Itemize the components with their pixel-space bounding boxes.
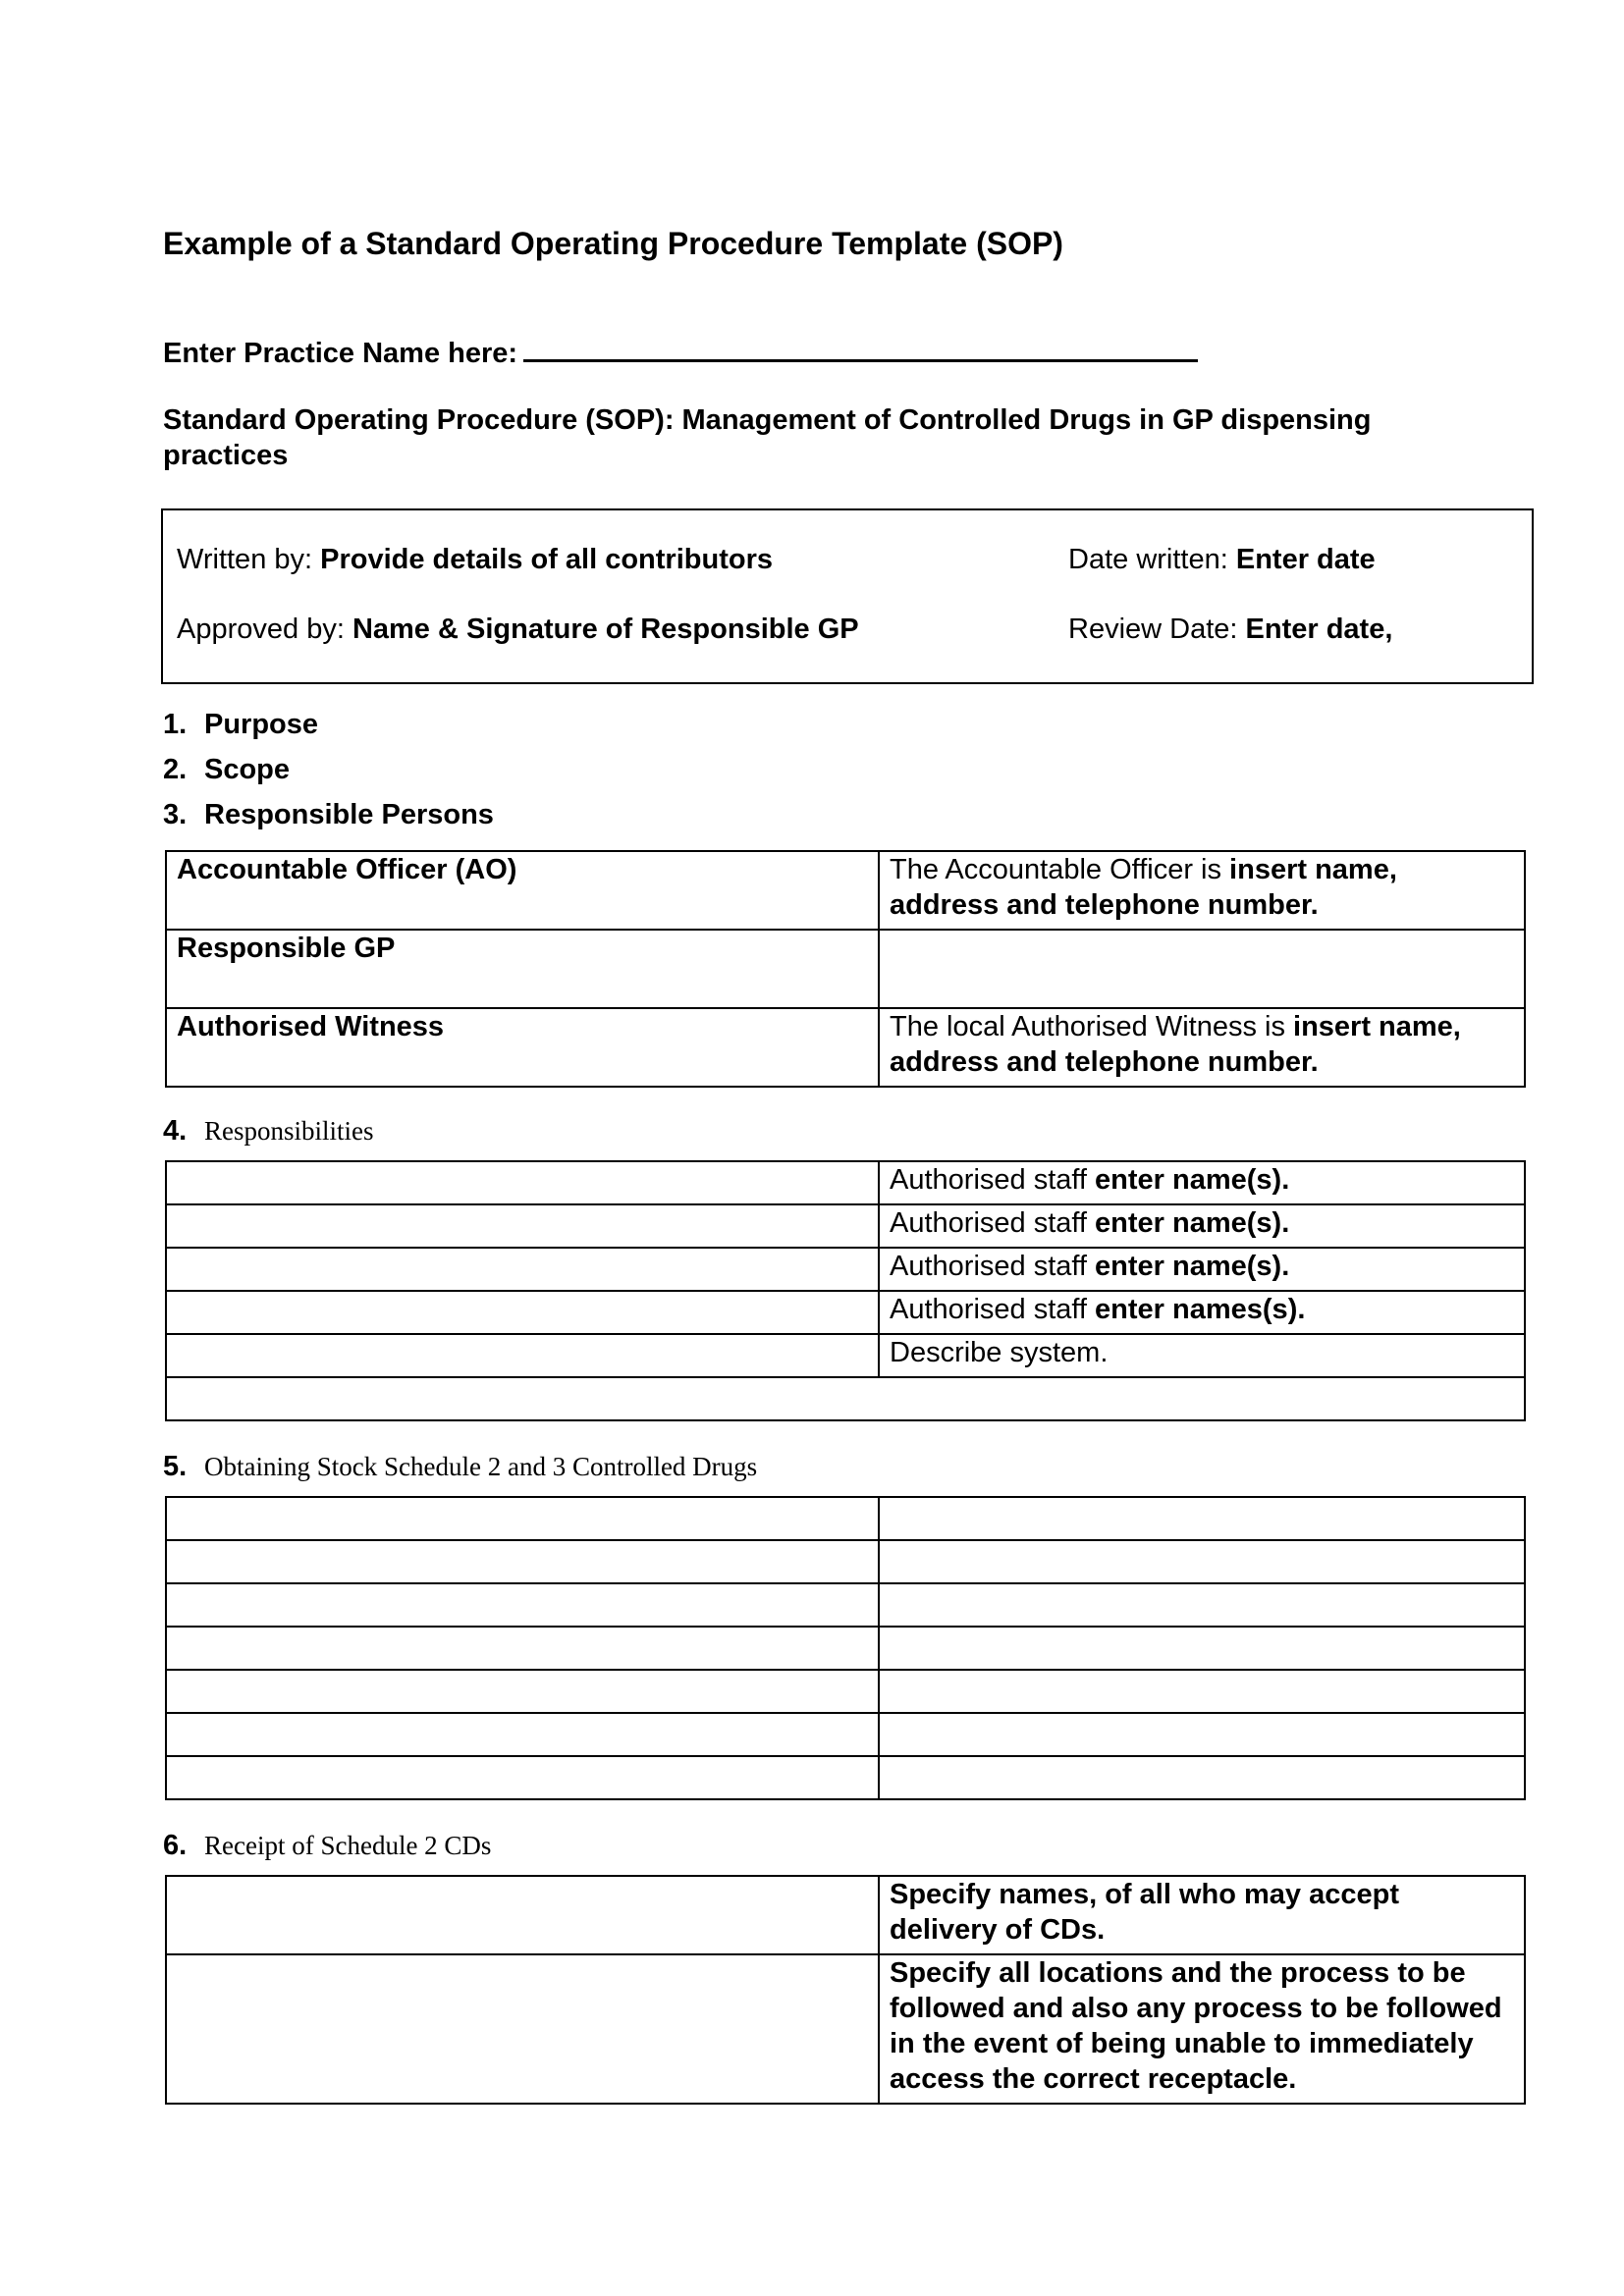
table-row <box>166 1583 1525 1627</box>
table-row <box>166 1627 1525 1670</box>
table-row <box>166 1954 1525 2104</box>
section-heading-receipt <box>163 1830 491 1862</box>
responsibility-cell[interactable] <box>166 1248 879 1291</box>
written-by-label: Written by: <box>177 544 313 575</box>
role-description-cell[interactable] <box>879 1008 1525 1087</box>
table-row <box>166 1204 1525 1248</box>
responsibility-cell[interactable] <box>166 1204 879 1248</box>
role-description-cell[interactable] <box>879 851 1525 930</box>
table-cell[interactable] <box>166 1540 879 1583</box>
section-number: 1. <box>163 709 188 740</box>
responsibility-cell[interactable] <box>166 1291 879 1334</box>
table-cell[interactable] <box>166 1497 879 1540</box>
section-heading-responsibilities <box>163 1115 374 1148</box>
approved-by <box>177 614 859 646</box>
description-placeholder: insert name, address and telephone number. <box>890 854 1397 921</box>
responsible-persons-table <box>165 850 1526 1088</box>
table-cell[interactable] <box>166 1583 879 1627</box>
table-row <box>166 851 1525 930</box>
table-cell[interactable] <box>166 1627 879 1670</box>
role-cell: Accountable Officer (AO) <box>166 851 879 930</box>
written-by <box>177 544 773 576</box>
table-cell[interactable] <box>879 1627 1525 1670</box>
staff-text: Authorised staff <box>890 1294 1096 1325</box>
staff-text: Authorised staff <box>890 1164 1096 1196</box>
table-row <box>166 1876 1525 1954</box>
table-row <box>166 1248 1525 1291</box>
table-cell[interactable] <box>879 1713 1525 1756</box>
table-cell[interactable] <box>879 1540 1525 1583</box>
receipt-cell[interactable] <box>166 1876 879 1954</box>
review-date <box>1068 614 1392 646</box>
section-title: Scope <box>204 754 291 785</box>
table-row <box>166 1291 1525 1334</box>
table-row <box>166 1540 1525 1583</box>
staff-text: Authorised staff <box>890 1207 1096 1239</box>
staff-placeholder: enter name(s). <box>1095 1207 1290 1239</box>
section-number: 5. <box>163 1451 188 1482</box>
staff-placeholder: enter name(s). <box>1095 1164 1290 1196</box>
receipt-instruction-cell[interactable]: Specify names, of all who may accept delivery of CDs. <box>879 1876 1525 1954</box>
section-heading-obtaining-stock <box>163 1451 757 1483</box>
role-cell: Authorised Witness <box>166 1008 879 1087</box>
receipt-cell[interactable] <box>166 1954 879 2104</box>
responsibility-cell[interactable] <box>166 1334 879 1377</box>
table-cell[interactable] <box>879 1756 1525 1799</box>
table-row <box>166 930 1525 1008</box>
table-row <box>166 1497 1525 1540</box>
date-written-label: Date written: <box>1068 544 1228 575</box>
role-cell: Responsible GP <box>166 930 879 1008</box>
document-title: Example of a Standard Operating Procedure Template (SOP) <box>163 226 1063 261</box>
review-date-label: Review Date: <box>1068 614 1238 645</box>
staff-cell[interactable] <box>879 1334 1525 1377</box>
section-heading-responsible-persons <box>163 799 494 831</box>
practice-name-label: Enter Practice Name here: <box>163 338 518 369</box>
approved-by-value[interactable]: Name & Signature of Responsible GP <box>352 614 859 645</box>
practice-name-row <box>163 334 1198 370</box>
section-number: 2. <box>163 754 188 785</box>
table-cell[interactable] <box>166 1713 879 1756</box>
staff-text: Describe system. <box>890 1337 1109 1368</box>
section-number: 6. <box>163 1830 188 1861</box>
obtaining-stock-table <box>165 1496 1526 1800</box>
written-by-value[interactable]: Provide details of all contributors <box>320 544 773 575</box>
staff-placeholder: enter names(s). <box>1095 1294 1306 1325</box>
section-number: 4. <box>163 1115 188 1147</box>
table-row <box>166 1008 1525 1087</box>
table-row <box>166 1377 1525 1420</box>
description-placeholder: insert name, address and telephone number. <box>890 1011 1461 1078</box>
table-row <box>166 1713 1525 1756</box>
sop-title: Standard Operating Procedure (SOP): Management of Controlled Drugs in GP dispensing practices <box>163 404 1372 471</box>
section-title: Purpose <box>204 709 319 740</box>
staff-cell[interactable] <box>879 1161 1525 1204</box>
description-text: The local Authorised Witness is <box>890 1011 1294 1042</box>
staff-placeholder: enter name(s). <box>1095 1251 1290 1282</box>
receipt-instruction-cell[interactable]: Specify all locations and the process to be followed and also any process to be followed in the event of being unable to immediately access the correct receptacle. <box>879 1954 1525 2104</box>
table-cell[interactable] <box>879 1497 1525 1540</box>
responsibility-cell[interactable] <box>166 1161 879 1204</box>
section-title: Obtaining Stock Schedule 2 and 3 Controlled Drugs <box>204 1452 758 1481</box>
receipt-table <box>165 1875 1526 2105</box>
section-title: Receipt of Schedule 2 CDs <box>204 1831 492 1860</box>
date-written <box>1068 544 1376 576</box>
approved-by-label: Approved by: <box>177 614 345 645</box>
description-text: The Accountable Officer is <box>890 854 1230 885</box>
full-width-cell[interactable] <box>166 1377 1525 1420</box>
table-row <box>166 1756 1525 1799</box>
section-title: Responsibilities <box>204 1116 374 1146</box>
role-description-cell[interactable] <box>879 930 1525 1008</box>
table-cell[interactable] <box>166 1670 879 1713</box>
table-row <box>166 1334 1525 1377</box>
responsibilities-table <box>165 1160 1526 1421</box>
table-cell[interactable] <box>879 1670 1525 1713</box>
table-row <box>166 1670 1525 1713</box>
staff-cell[interactable] <box>879 1291 1525 1334</box>
staff-cell[interactable] <box>879 1204 1525 1248</box>
section-title: Responsible Persons <box>204 799 494 830</box>
staff-cell[interactable] <box>879 1248 1525 1291</box>
table-cell[interactable] <box>166 1756 879 1799</box>
section-heading-purpose <box>163 709 318 741</box>
section-heading-scope <box>163 754 290 786</box>
staff-text: Authorised staff <box>890 1251 1096 1282</box>
date-written-value[interactable]: Enter date <box>1235 544 1376 575</box>
table-cell[interactable] <box>879 1583 1525 1627</box>
review-date-value[interactable]: Enter date, <box>1245 614 1393 645</box>
practice-name-blank[interactable] <box>523 334 1198 362</box>
section-number: 3. <box>163 799 188 830</box>
document-meta-box <box>161 508 1534 684</box>
table-row <box>166 1161 1525 1204</box>
